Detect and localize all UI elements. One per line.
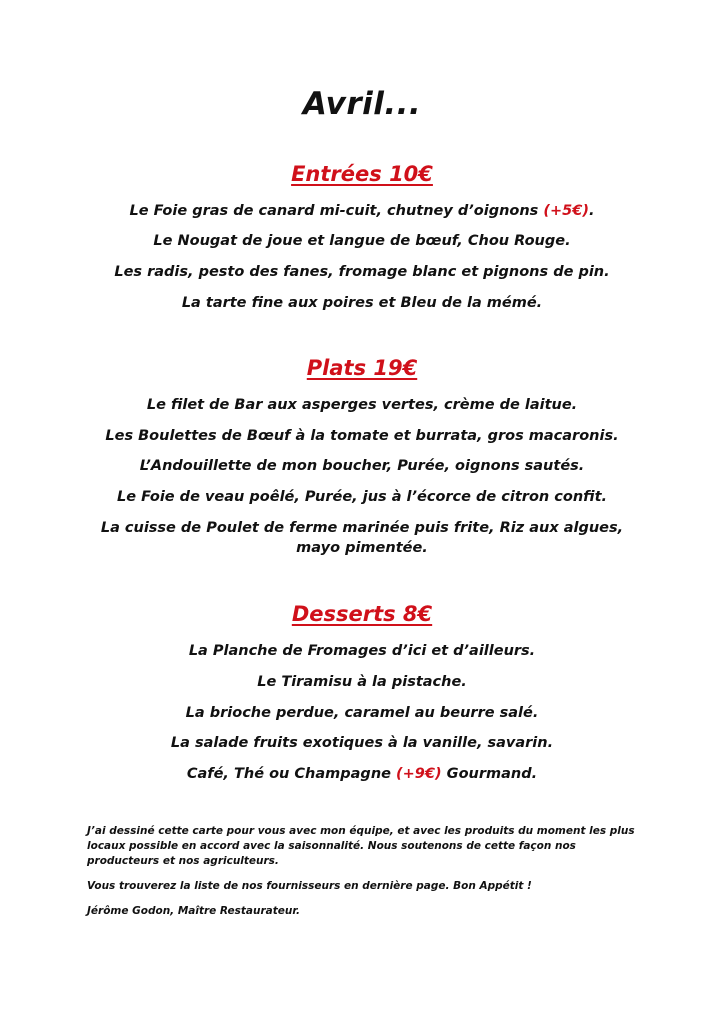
section-heading-entrees: Entrées 10€	[291, 162, 433, 186]
menu-item: Les radis, pesto des fanes, fromage blanc et pignons de pin.	[114, 264, 610, 280]
page-title: Avril...	[302, 86, 422, 122]
item-text: Gourmand.	[441, 766, 538, 782]
item-text: Café, Thé ou Champagne	[186, 766, 397, 782]
menu-item: L’Andouillette de mon boucher, Purée, oignons sautés.	[139, 458, 585, 474]
menu-item: La brioche perdue, caramel au beurre salé.	[185, 705, 539, 721]
menu-item	[0, 764, 724, 784]
item-text: Le Foie gras de canard mi-cuit, chutney d’oignons	[129, 203, 544, 219]
menu-item: Le Nougat de joue et langue de bœuf, Chou Rouge.	[153, 233, 571, 249]
menu-item: Le Foie de veau poêlé, Purée, jus à l’écorce de citron confit.	[116, 489, 608, 505]
chef-note: J’ai dessiné cette carte pour vous avec mon équipe, et avec les produits du moment les plus locaux possible en accord avec la saisonnalité. Nous soutenons de cette façon nos producteurs et nos agriculteurs.	[87, 825, 635, 867]
price-supplement: (+5€)	[543, 203, 589, 219]
menu-item: La tarte fine aux poires et Bleu de la mémé.	[181, 295, 543, 311]
section-heading-plats: Plats 19€	[306, 356, 418, 380]
menu-item: Le Tiramisu à la pistache.	[257, 674, 467, 690]
item-text: .	[588, 203, 595, 219]
menu-item: La Planche de Fromages d’ici et d’ailleurs.	[188, 643, 536, 659]
menu-item: Les Boulettes de Bœuf à la tomate et burrata, gros macaronis.	[105, 428, 619, 444]
menu-item: La cuisse de Poulet de ferme marinée puis frite, Riz aux algues, mayo pimentée.	[100, 520, 624, 556]
suppliers-note: Vous trouverez la liste de nos fournisseurs en dernière page. Bon Appétit !	[87, 880, 532, 892]
menu-item: Le filet de Bar aux asperges vertes, crème de laitue.	[146, 397, 578, 413]
price-supplement: (+9€)	[396, 766, 442, 782]
menu-item: La salade fruits exotiques à la vanille, savarin.	[170, 735, 554, 751]
section-heading-desserts: Desserts 8€	[291, 602, 433, 626]
menu-item	[0, 201, 724, 221]
signature: Jérôme Godon, Maître Restaurateur.	[87, 905, 300, 917]
